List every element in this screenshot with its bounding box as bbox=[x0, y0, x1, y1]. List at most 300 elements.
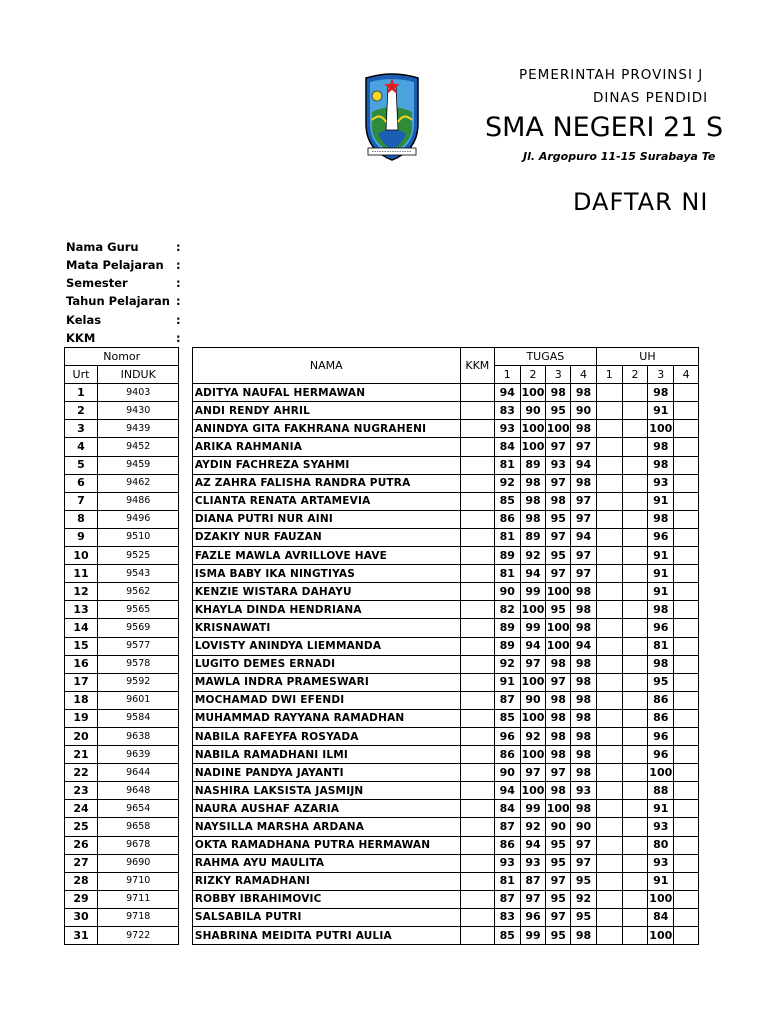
uh-2-cell bbox=[622, 872, 648, 890]
uh-1-cell bbox=[596, 510, 622, 528]
tugas-2-cell: 97 bbox=[520, 764, 546, 782]
table-row bbox=[65, 782, 699, 800]
gap-cell bbox=[179, 637, 192, 655]
tugas-3-cell: 95 bbox=[546, 890, 571, 908]
label-kelas: Kelas bbox=[66, 313, 102, 327]
kkm-cell bbox=[460, 528, 494, 546]
kkm-cell bbox=[460, 727, 494, 745]
school-address: Jl. Argopuro 11-15 Surabaya Te bbox=[523, 150, 716, 163]
tugas-3-cell: 98 bbox=[546, 782, 571, 800]
tugas-2-cell: 100 bbox=[520, 709, 546, 727]
label-nama-guru: Nama Guru bbox=[66, 240, 139, 254]
tugas-3-cell: 97 bbox=[546, 438, 571, 456]
urt-cell: 12 bbox=[65, 583, 98, 601]
tugas-3-cell: 90 bbox=[546, 818, 571, 836]
table-row bbox=[65, 872, 699, 890]
uh-4-cell bbox=[674, 601, 699, 619]
induk-cell: 9525 bbox=[97, 547, 178, 565]
gap-cell bbox=[179, 528, 192, 546]
uh-4-cell bbox=[674, 547, 699, 565]
tugas-2-cell: 98 bbox=[520, 474, 546, 492]
tugas-3-cell: 100 bbox=[546, 637, 571, 655]
uh-2-cell bbox=[622, 782, 648, 800]
tugas-3-cell: 95 bbox=[546, 601, 571, 619]
table-row bbox=[65, 691, 699, 709]
tugas-3-cell: 97 bbox=[546, 565, 571, 583]
kkm-cell bbox=[460, 709, 494, 727]
tugas-2-cell: 93 bbox=[520, 854, 546, 872]
uh-2-cell bbox=[622, 547, 648, 565]
tugas-2-cell: 99 bbox=[520, 927, 546, 945]
gap-cell bbox=[179, 402, 192, 420]
uh-4-cell bbox=[674, 872, 699, 890]
uh-1-cell bbox=[596, 601, 622, 619]
nama-cell: NAYSILLA MARSHA ARDANA bbox=[192, 818, 460, 836]
tugas-1-cell: 91 bbox=[494, 673, 520, 691]
uh-4-cell bbox=[674, 402, 699, 420]
uh-4-cell bbox=[674, 655, 699, 673]
uh-1-cell bbox=[596, 619, 622, 637]
nama-cell: ROBBY IBRAHIMOVIC bbox=[192, 890, 460, 908]
urt-cell: 5 bbox=[65, 456, 98, 474]
tugas-1-cell: 84 bbox=[494, 800, 520, 818]
uh-4-cell bbox=[674, 492, 699, 510]
gap-cell bbox=[179, 927, 192, 945]
nama-cell: ANDI RENDY AHRIL bbox=[192, 402, 460, 420]
kkm-cell bbox=[460, 402, 494, 420]
gap-cell bbox=[179, 782, 192, 800]
uh-3-cell: 98 bbox=[648, 456, 674, 474]
uh-3-cell: 98 bbox=[648, 438, 674, 456]
uh-1-cell bbox=[596, 854, 622, 872]
gap-cell bbox=[179, 420, 192, 438]
tugas-2-cell: 98 bbox=[520, 510, 546, 528]
tugas-4-cell: 97 bbox=[571, 854, 597, 872]
tugas-3-cell: 98 bbox=[546, 709, 571, 727]
uh-3-cell: 91 bbox=[648, 872, 674, 890]
tugas-2-cell: 97 bbox=[520, 890, 546, 908]
urt-cell: 21 bbox=[65, 746, 98, 764]
tugas-4-cell: 97 bbox=[571, 492, 597, 510]
nama-cell: ANINDYA GITA FAKHRANA NUGRAHENI bbox=[192, 420, 460, 438]
gap-cell bbox=[179, 565, 192, 583]
gap-cell bbox=[179, 510, 192, 528]
tugas-3-cell: 97 bbox=[546, 528, 571, 546]
uh-1-cell bbox=[596, 438, 622, 456]
urt-cell: 27 bbox=[65, 854, 98, 872]
induk-cell: 9577 bbox=[97, 637, 178, 655]
gap-cell bbox=[179, 438, 192, 456]
urt-cell: 14 bbox=[65, 619, 98, 637]
uh-3-cell: 96 bbox=[648, 746, 674, 764]
uh-2-cell bbox=[622, 528, 648, 546]
tugas-3-cell: 98 bbox=[546, 746, 571, 764]
label-kkm: KKM bbox=[66, 331, 96, 345]
tugas-3-cell: 100 bbox=[546, 800, 571, 818]
colon: : bbox=[176, 294, 181, 308]
uh-4-cell bbox=[674, 890, 699, 908]
table-header-row bbox=[65, 348, 699, 366]
table-row bbox=[65, 474, 699, 492]
uh-2-cell bbox=[622, 908, 648, 926]
uh-4-cell bbox=[674, 565, 699, 583]
tugas-2-cell: 99 bbox=[520, 583, 546, 601]
tugas-4-cell: 97 bbox=[571, 836, 597, 854]
nama-cell: DZAKIY NUR FAUZAN bbox=[192, 528, 460, 546]
induk-cell: 9690 bbox=[97, 854, 178, 872]
kkm-cell bbox=[460, 764, 494, 782]
tugas-1-cell: 86 bbox=[494, 836, 520, 854]
urt-cell: 20 bbox=[65, 727, 98, 745]
uh-4-cell bbox=[674, 746, 699, 764]
gap-cell bbox=[179, 456, 192, 474]
induk-cell: 9430 bbox=[97, 402, 178, 420]
uh-1-cell bbox=[596, 402, 622, 420]
table-row bbox=[65, 908, 699, 926]
colon: : bbox=[176, 331, 181, 345]
tugas-3-cell: 100 bbox=[546, 619, 571, 637]
uh-2-cell bbox=[622, 890, 648, 908]
tugas-3-cell: 98 bbox=[546, 492, 571, 510]
tugas-3-cell: 97 bbox=[546, 673, 571, 691]
gap-cell bbox=[179, 764, 192, 782]
induk-cell: 9678 bbox=[97, 836, 178, 854]
tugas-2-cell: 87 bbox=[520, 872, 546, 890]
uh-2-cell bbox=[622, 637, 648, 655]
tugas-4-cell: 97 bbox=[571, 565, 597, 583]
header-nomor: Nomor bbox=[65, 348, 179, 366]
tugas-3-cell: 100 bbox=[546, 420, 571, 438]
uh-4-cell bbox=[674, 510, 699, 528]
tugas-2-cell: 94 bbox=[520, 565, 546, 583]
tugas-3-cell: 98 bbox=[546, 384, 571, 402]
urt-cell: 28 bbox=[65, 872, 98, 890]
uh-3-cell: 81 bbox=[648, 637, 674, 655]
uh-2-cell bbox=[622, 474, 648, 492]
header-kkm: KKM bbox=[460, 348, 494, 384]
kkm-cell bbox=[460, 619, 494, 637]
induk-cell: 9654 bbox=[97, 800, 178, 818]
uh-2-cell bbox=[622, 655, 648, 673]
uh-1-cell bbox=[596, 890, 622, 908]
induk-cell: 9459 bbox=[97, 456, 178, 474]
tugas-4-cell: 98 bbox=[571, 746, 597, 764]
tugas-1-cell: 94 bbox=[494, 384, 520, 402]
induk-cell: 9601 bbox=[97, 691, 178, 709]
uh-4-cell bbox=[674, 583, 699, 601]
tugas-1-cell: 81 bbox=[494, 565, 520, 583]
nama-cell: MUHAMMAD RAYYANA RAMADHAN bbox=[192, 709, 460, 727]
uh-4-cell bbox=[674, 908, 699, 926]
uh-2-cell bbox=[622, 927, 648, 945]
uh-4-cell bbox=[674, 691, 699, 709]
kkm-cell bbox=[460, 800, 494, 818]
uh-3-cell: 86 bbox=[648, 709, 674, 727]
uh-1-cell bbox=[596, 927, 622, 945]
uh-2-cell bbox=[622, 764, 648, 782]
table-row bbox=[65, 547, 699, 565]
induk-cell: 9592 bbox=[97, 673, 178, 691]
province-emblem-logo bbox=[360, 72, 424, 162]
table-row bbox=[65, 800, 699, 818]
uh-3-cell: 96 bbox=[648, 528, 674, 546]
tugas-3-cell: 95 bbox=[546, 547, 571, 565]
colon: : bbox=[176, 313, 181, 327]
gap-cell bbox=[179, 890, 192, 908]
tugas-4-cell: 90 bbox=[571, 402, 597, 420]
induk-cell: 9496 bbox=[97, 510, 178, 528]
induk-cell: 9644 bbox=[97, 764, 178, 782]
induk-cell: 9718 bbox=[97, 908, 178, 926]
uh-1-cell bbox=[596, 456, 622, 474]
uh-4-cell bbox=[674, 818, 699, 836]
tugas-2-cell: 94 bbox=[520, 836, 546, 854]
nama-cell: SALSABILA PUTRI bbox=[192, 908, 460, 926]
tugas-4-cell: 92 bbox=[571, 890, 597, 908]
uh-2-cell bbox=[622, 818, 648, 836]
header-uh-3: 3 bbox=[648, 366, 674, 384]
uh-3-cell: 91 bbox=[648, 492, 674, 510]
uh-2-cell bbox=[622, 492, 648, 510]
grade-table bbox=[64, 347, 699, 945]
kkm-cell bbox=[460, 746, 494, 764]
table-row bbox=[65, 384, 699, 402]
header-urt: Urt bbox=[65, 366, 98, 384]
kkm-cell bbox=[460, 872, 494, 890]
nama-cell: CLIANTA RENATA ARTAMEVIA bbox=[192, 492, 460, 510]
tugas-3-cell: 95 bbox=[546, 854, 571, 872]
uh-2-cell bbox=[622, 565, 648, 583]
urt-cell: 4 bbox=[65, 438, 98, 456]
header-uh-1: 1 bbox=[596, 366, 622, 384]
table-row bbox=[65, 528, 699, 546]
uh-2-cell bbox=[622, 691, 648, 709]
table-row bbox=[65, 709, 699, 727]
header-government-line: PEMERINTAH PROVINSI J bbox=[519, 67, 704, 83]
tugas-2-cell: 98 bbox=[520, 492, 546, 510]
table-row bbox=[65, 746, 699, 764]
uh-4-cell bbox=[674, 420, 699, 438]
nama-cell: NADINE PANDYA JAYANTI bbox=[192, 764, 460, 782]
tugas-2-cell: 89 bbox=[520, 528, 546, 546]
gap-cell bbox=[179, 384, 192, 402]
uh-2-cell bbox=[622, 402, 648, 420]
induk-cell: 9510 bbox=[97, 528, 178, 546]
uh-2-cell bbox=[622, 601, 648, 619]
tugas-1-cell: 89 bbox=[494, 547, 520, 565]
header-tugas-4: 4 bbox=[571, 366, 597, 384]
gap-cell bbox=[179, 655, 192, 673]
uh-3-cell: 98 bbox=[648, 601, 674, 619]
gap-cell bbox=[179, 836, 192, 854]
nama-cell: NAURA AUSHAF AZARIA bbox=[192, 800, 460, 818]
urt-cell: 23 bbox=[65, 782, 98, 800]
tugas-1-cell: 83 bbox=[494, 402, 520, 420]
uh-4-cell bbox=[674, 438, 699, 456]
school-name: SMA NEGERI 21 S bbox=[485, 112, 724, 143]
tugas-1-cell: 87 bbox=[494, 818, 520, 836]
nama-cell: NASHIRA LAKSISTA JASMIJN bbox=[192, 782, 460, 800]
uh-1-cell bbox=[596, 547, 622, 565]
induk-cell: 9543 bbox=[97, 565, 178, 583]
tugas-3-cell: 98 bbox=[546, 691, 571, 709]
gap-cell bbox=[179, 746, 192, 764]
uh-1-cell bbox=[596, 492, 622, 510]
tugas-4-cell: 90 bbox=[571, 818, 597, 836]
nama-cell: MOCHAMAD DWI EFENDI bbox=[192, 691, 460, 709]
tugas-2-cell: 90 bbox=[520, 402, 546, 420]
gap-cell bbox=[179, 709, 192, 727]
induk-cell: 9403 bbox=[97, 384, 178, 402]
uh-1-cell bbox=[596, 637, 622, 655]
tugas-3-cell: 100 bbox=[546, 583, 571, 601]
tugas-3-cell: 97 bbox=[546, 908, 571, 926]
uh-3-cell: 95 bbox=[648, 673, 674, 691]
urt-cell: 16 bbox=[65, 655, 98, 673]
tugas-3-cell: 97 bbox=[546, 474, 571, 492]
table-row bbox=[65, 438, 699, 456]
uh-2-cell bbox=[622, 746, 648, 764]
uh-4-cell bbox=[674, 800, 699, 818]
uh-1-cell bbox=[596, 655, 622, 673]
uh-3-cell: 91 bbox=[648, 547, 674, 565]
urt-cell: 19 bbox=[65, 709, 98, 727]
kkm-cell bbox=[460, 673, 494, 691]
tugas-2-cell: 97 bbox=[520, 655, 546, 673]
uh-3-cell: 91 bbox=[648, 402, 674, 420]
header-tugas-1: 1 bbox=[494, 366, 520, 384]
uh-1-cell bbox=[596, 474, 622, 492]
uh-2-cell bbox=[622, 836, 648, 854]
urt-cell: 29 bbox=[65, 890, 98, 908]
tugas-4-cell: 98 bbox=[571, 583, 597, 601]
kkm-cell bbox=[460, 456, 494, 474]
header-uh-4: 4 bbox=[674, 366, 699, 384]
table-row bbox=[65, 854, 699, 872]
gap-cell bbox=[179, 908, 192, 926]
uh-1-cell bbox=[596, 746, 622, 764]
colon: : bbox=[176, 276, 181, 290]
urt-cell: 9 bbox=[65, 528, 98, 546]
uh-3-cell: 100 bbox=[648, 420, 674, 438]
urt-cell: 24 bbox=[65, 800, 98, 818]
tugas-1-cell: 87 bbox=[494, 691, 520, 709]
uh-3-cell: 100 bbox=[648, 927, 674, 945]
kkm-cell bbox=[460, 583, 494, 601]
table-row bbox=[65, 927, 699, 945]
induk-cell: 9578 bbox=[97, 655, 178, 673]
uh-2-cell bbox=[622, 854, 648, 872]
uh-2-cell bbox=[622, 438, 648, 456]
uh-1-cell bbox=[596, 565, 622, 583]
kkm-cell bbox=[460, 601, 494, 619]
nama-cell: RIZKY RAMADHANI bbox=[192, 872, 460, 890]
nama-cell: ADITYA NAUFAL HERMAWAN bbox=[192, 384, 460, 402]
nama-cell: NABILA RAMADHANI ILMI bbox=[192, 746, 460, 764]
tugas-4-cell: 98 bbox=[571, 655, 597, 673]
uh-3-cell: 98 bbox=[648, 655, 674, 673]
tugas-2-cell: 100 bbox=[520, 420, 546, 438]
table-row bbox=[65, 510, 699, 528]
urt-cell: 6 bbox=[65, 474, 98, 492]
tugas-4-cell: 95 bbox=[571, 872, 597, 890]
tugas-3-cell: 95 bbox=[546, 836, 571, 854]
urt-cell: 26 bbox=[65, 836, 98, 854]
nama-cell: LOVISTY ANINDYA LIEMMANDA bbox=[192, 637, 460, 655]
tugas-4-cell: 97 bbox=[571, 510, 597, 528]
tugas-4-cell: 98 bbox=[571, 927, 597, 945]
nama-cell: KHAYLA DINDA HENDRIANA bbox=[192, 601, 460, 619]
tugas-2-cell: 100 bbox=[520, 438, 546, 456]
kkm-cell bbox=[460, 818, 494, 836]
uh-1-cell bbox=[596, 673, 622, 691]
tugas-1-cell: 83 bbox=[494, 908, 520, 926]
gap-cell bbox=[179, 854, 192, 872]
nama-cell: RAHMA AYU MAULITA bbox=[192, 854, 460, 872]
induk-cell: 9722 bbox=[97, 927, 178, 945]
uh-3-cell: 91 bbox=[648, 800, 674, 818]
tugas-4-cell: 98 bbox=[571, 601, 597, 619]
table-row bbox=[65, 619, 699, 637]
tugas-1-cell: 85 bbox=[494, 927, 520, 945]
gap-cell bbox=[179, 601, 192, 619]
urt-cell: 11 bbox=[65, 565, 98, 583]
tugas-2-cell: 100 bbox=[520, 782, 546, 800]
table-row bbox=[65, 565, 699, 583]
uh-1-cell bbox=[596, 583, 622, 601]
tugas-3-cell: 95 bbox=[546, 927, 571, 945]
urt-cell: 2 bbox=[65, 402, 98, 420]
kkm-cell bbox=[460, 474, 494, 492]
urt-cell: 18 bbox=[65, 691, 98, 709]
urt-cell: 17 bbox=[65, 673, 98, 691]
tugas-4-cell: 98 bbox=[571, 764, 597, 782]
table-row bbox=[65, 673, 699, 691]
uh-3-cell: 96 bbox=[648, 619, 674, 637]
tugas-3-cell: 97 bbox=[546, 872, 571, 890]
uh-3-cell: 86 bbox=[648, 691, 674, 709]
urt-cell: 31 bbox=[65, 927, 98, 945]
uh-3-cell: 93 bbox=[648, 818, 674, 836]
nama-cell: MAWLA INDRA PRAMESWARI bbox=[192, 673, 460, 691]
gap-cell bbox=[179, 800, 192, 818]
uh-1-cell bbox=[596, 908, 622, 926]
tugas-3-cell: 95 bbox=[546, 510, 571, 528]
tugas-4-cell: 98 bbox=[571, 800, 597, 818]
uh-1-cell bbox=[596, 872, 622, 890]
tugas-1-cell: 93 bbox=[494, 420, 520, 438]
gap-cell bbox=[179, 673, 192, 691]
table-row bbox=[65, 655, 699, 673]
tugas-1-cell: 92 bbox=[494, 655, 520, 673]
tugas-1-cell: 81 bbox=[494, 528, 520, 546]
uh-4-cell bbox=[674, 384, 699, 402]
table-row bbox=[65, 836, 699, 854]
tugas-4-cell: 98 bbox=[571, 619, 597, 637]
urt-cell: 8 bbox=[65, 510, 98, 528]
tugas-1-cell: 89 bbox=[494, 619, 520, 637]
uh-1-cell bbox=[596, 709, 622, 727]
uh-1-cell bbox=[596, 818, 622, 836]
nama-cell: OKTA RAMADHANA PUTRA HERMAWAN bbox=[192, 836, 460, 854]
nama-cell: DIANA PUTRI NUR AINI bbox=[192, 510, 460, 528]
uh-1-cell bbox=[596, 836, 622, 854]
kkm-cell bbox=[460, 438, 494, 456]
gap-cell bbox=[179, 872, 192, 890]
uh-3-cell: 96 bbox=[648, 727, 674, 745]
header-department-line: DINAS PENDIDI bbox=[593, 90, 709, 106]
tugas-4-cell: 94 bbox=[571, 456, 597, 474]
